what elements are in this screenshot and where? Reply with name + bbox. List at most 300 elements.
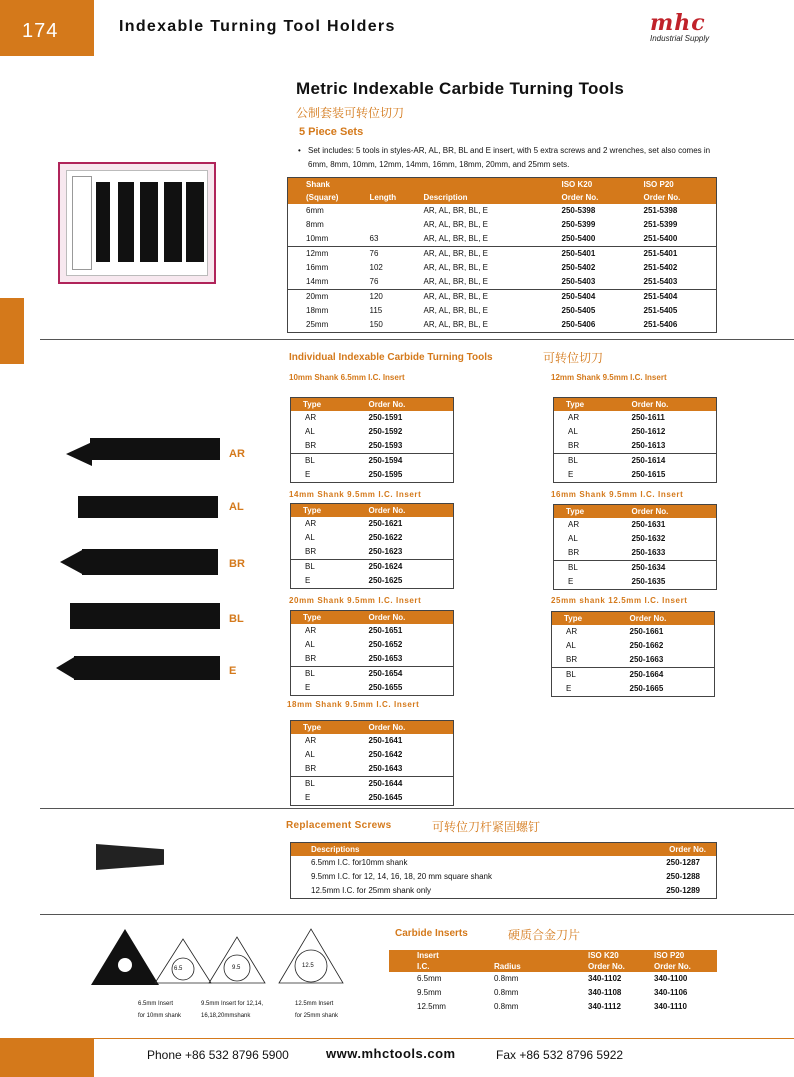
group-table-row [291,734,454,748]
inserts-cell: 340-1100 [654,974,688,983]
group-table-row [554,439,717,454]
group-table-header [554,398,717,412]
group-cell-order: 250-1634 [632,561,717,576]
group-table [553,397,717,483]
insert-caption-125-line1: 12.5mm Insert [295,1001,334,1007]
sets-bullet: • Set includes: 5 tools in styles-AR, AL, BR, BL and E insert, with 5 extra screws and 2 wrenches, set also comes in 6mm, 8mm, 10mm, 12mm, 14mm, 16mm, 18mm, 20mm, and 25mm sets. [300,144,720,172]
group-cell-order: 250-1621 [368,519,403,528]
group-table-row [291,777,454,792]
sets-table-cell: AR, AL, BR, BL, E [424,290,562,305]
sets-table-row [288,247,717,262]
group-table-row [291,624,454,638]
screws-heading: Replacement Screws [286,820,392,831]
sets-th-iso-p20: ISO P20 [644,178,717,192]
group-table-row [291,560,454,575]
inserts-row [389,986,717,1000]
group-cell-order: 250-1631 [631,520,666,529]
inserts-th-k20-order: Order No. [588,961,654,972]
group-cell-type: BR [305,764,317,773]
screws-row [291,884,717,899]
sets-table-cell: AR, AL, BR, BL, E [423,263,488,272]
group-table-row [554,411,717,425]
inserts-cell: 6.5mm [417,974,442,983]
group-cell-type: AL [305,427,315,436]
group-cell-type: AL [305,750,315,759]
group-table-row [552,639,715,653]
inserts-cell: 340-1102 [588,974,622,983]
sets-table-cell: 150 [369,320,383,329]
sets-table-cell [370,204,424,218]
divider-2 [40,808,794,809]
screws-row [291,870,717,884]
sets-table-row [288,204,717,218]
tool-al-image [78,496,218,518]
group-cell-order: 250-1611 [631,413,665,422]
sets-table-cell: AR, AL, BR, BL, E [423,277,488,286]
sets-table-cell: 251-5398 [643,206,678,215]
group-th-order: Order No. [369,721,454,735]
group-cell-order: 250-1651 [368,626,403,635]
sets-table-cell: 251-5399 [643,220,678,229]
sets-table-cell: AR, AL, BR, BL, E [423,306,488,315]
group-cell-order: 250-1635 [631,577,666,586]
sets-table-row [288,232,717,247]
group-th-order: Order No. [632,505,717,519]
group-cell-type: BL [291,454,369,469]
group-table-row [291,517,454,531]
insert-caption-65-line2: for 10mm shank [138,1013,182,1019]
sets-table-cell: 251-5403 [643,277,678,286]
sets-table-cell: 250-5403 [561,277,596,286]
group-cell-order: 250-1623 [368,547,403,556]
group-cell-order: 250-1591 [368,413,403,422]
sets-heading: 5 Piece Sets [299,126,364,138]
screws-cell-order: 250-1289 [666,886,700,895]
sets-table-cell: 250-5400 [561,234,596,243]
group-table-row [291,425,454,439]
screws-heading-cn: 可转位刀杆紧固螺钉 [432,820,541,834]
group-cell-type: BL [554,561,632,576]
screws-table [290,842,717,899]
insert-caption-125-line2: for 25mm shank [295,1013,339,1019]
screws-cell-order: 250-1288 [666,872,700,881]
group-th-type: Type [552,612,630,626]
screws-row [291,856,717,870]
insert-caption-65 [138,998,181,1022]
side-tab [0,298,24,364]
group-th-type: Type [291,504,369,518]
group-table-header [291,721,454,735]
sets-table-cell: 251-5400 [643,234,678,243]
sets-table-row [288,290,717,305]
sets-th-length: Length [370,191,424,204]
inserts-th-radius: Radius [494,961,588,972]
group-th-type: Type [554,398,632,412]
sets-table-cell: 76 [370,247,424,262]
group-table-row [552,668,715,683]
sets-th-shank: Shank [288,178,370,192]
group-cell-type: E [305,470,311,479]
logo [650,12,720,48]
group-cell-order: 250-1595 [368,470,403,479]
group-cell-type: BL [291,667,369,682]
group-cell-type: BL [554,454,632,469]
sets-table-cell: 76 [369,277,379,286]
group-table [290,610,454,696]
screws-cell-desc: 12.5mm I.C. for 25mm shank only [311,886,432,895]
group-cell-type: BR [568,548,580,557]
group-cell-order: 250-1655 [368,683,403,692]
group-th-order: Order No. [632,398,717,412]
group-th-type: Type [291,611,369,625]
screws-cell-desc: 9.5mm I.C. for 12, 14, 16, 18, 20 mm square shank [311,872,492,881]
group-cell-type: BL [291,560,369,575]
sets-table-row [288,318,717,333]
tool-label-e: E [229,665,237,677]
footer-line [94,1038,794,1039]
insert-caption-125 [295,998,338,1022]
sets-table-cell: 250-5401 [562,247,644,262]
sets-th-description: Description [424,191,562,204]
group-th-order: Order No. [630,612,715,626]
divider-3 [40,914,794,915]
group-cell-order: 250-1593 [368,441,403,450]
group-title: 12mm Shank 9.5mm I.C. Insert [551,373,667,382]
inserts-header-row2 [389,961,717,972]
group-th-type: Type [291,721,369,735]
group-cell-type: E [566,684,572,693]
sets-table-cell: 250-5405 [561,306,596,315]
group-cell-order: 250-1624 [369,560,454,575]
sets-th-p20-order: Order No. [644,191,717,204]
main-title-cn: 公制套装可转位切刀 [296,106,405,120]
group-cell-order: 250-1614 [632,454,717,469]
group-cell-order: 250-1633 [631,548,666,557]
sets-table-cell: AR, AL, BR, BL, E [423,234,488,243]
group-title: 10mm Shank 6.5mm I.C. Insert [289,373,405,382]
group-th-order: Order No. [369,611,454,625]
inserts-th-p20: ISO P20 [654,950,717,961]
group-table-row [554,518,717,532]
group-table-row [291,667,454,682]
group-table-row [291,439,454,454]
group-table-header [554,505,717,519]
logo-sub: Industrial Supply [650,34,710,43]
sets-table-cell: 115 [369,306,383,315]
group-title: 16mm Shank 9.5mm I.C. Insert [551,490,684,499]
group-table-row [554,546,717,561]
group-cell-type: AL [305,533,315,542]
group-cell-order: 250-1613 [631,441,666,450]
group-table-row [554,468,717,483]
sets-table-cell: 14mm [306,277,329,286]
tool-br-image [82,549,218,575]
group-cell-order: 250-1665 [629,684,664,693]
insert-triangle-95 [209,937,265,983]
group-cell-type: BR [305,441,317,450]
group-table-row [554,532,717,546]
tool-label-br: BR [229,558,245,570]
tool-br-tip [60,549,84,575]
inserts-table [389,950,717,1014]
main-title: Metric Indexable Carbide Turning Tools [296,79,625,98]
insert-caption-95-line1: 9.5mm Insert for 12,14, [201,1001,264,1007]
group-table-row [552,625,715,639]
footer-fax: Fax +86 532 8796 5922 [496,1048,624,1062]
tool-e-image [74,656,220,680]
inserts-th-blank [494,950,588,961]
group-cell-order: 250-1643 [368,764,403,773]
footer-phone: Phone +86 532 8796 5900 [147,1048,289,1062]
sets-table-cell: 250-5404 [562,290,644,305]
group-table-header [291,611,454,625]
sets-table-header-row1 [288,178,717,192]
sets-th-blank1 [370,178,424,192]
group-cell-type: BR [568,441,580,450]
insert-hole [118,958,132,972]
individual-heading-cn: 可转位切刀 [543,351,604,365]
inserts-heading: Carbide Inserts [395,928,468,939]
group-table-row [291,652,454,667]
tool-set-box-image [58,162,216,284]
group-th-order: Order No. [369,398,454,412]
sets-table-cell: 250-5402 [561,263,596,272]
sets-table-row [288,304,717,318]
sets-table-cell: 20mm [288,290,370,305]
group-table-row [552,682,715,697]
inserts-cell: 340-1112 [588,1002,621,1011]
group-table-row [291,681,454,696]
sets-table-cell: 8mm [306,220,324,229]
sets-table-cell: 6mm [306,206,324,215]
screws-cell-desc: 6.5mm I.C. for10mm shank [311,858,408,867]
insert-caption-95 [201,998,263,1022]
sets-table-row [288,275,717,290]
tool-bl-image [70,603,220,629]
group-table-row [291,454,454,469]
group-cell-order: 250-1641 [368,736,403,745]
insert-solid-triangle [91,929,159,985]
inserts-th-k20: ISO K20 [588,950,654,961]
sets-table-cell: 25mm [306,320,329,329]
sets-table-cell: 12mm [288,247,370,262]
group-cell-type: AR [305,413,317,422]
group-cell-type: AR [568,520,580,529]
divider-1 [40,339,794,340]
group-table [290,503,454,589]
sets-th-blank2 [424,178,562,192]
group-cell-order: 250-1625 [368,576,403,585]
screws-cell-order: 250-1287 [666,858,700,867]
group-cell-type: AR [568,413,580,422]
sets-table-cell: 251-5405 [643,306,678,315]
sets-bullet-text: Set includes: 5 tools in styles-AR, AL, BR, BL and E insert, with 5 extra screws and 2 wrenches, set also comes in 6mm, 8mm, 10mm, 12mm, 14mm, 16mm, 18mm, 20mm, and 25mm sets. [308,146,711,169]
group-cell-type: AL [566,641,576,650]
inserts-cell: 0.8mm [494,988,519,997]
group-cell-type: BL [552,668,630,683]
sets-table [287,177,717,333]
sets-th-k20-order: Order No. [562,191,644,204]
group-table-row [291,638,454,652]
group-table-row [291,531,454,545]
group-cell-order: 250-1664 [630,668,715,683]
sets-table-cell: 251-5401 [644,247,717,262]
footer-bar [0,1038,94,1077]
inserts-cell: 340-1110 [654,1002,687,1011]
inserts-heading-cn: 硬质合金刀片 [508,928,581,942]
sets-th-iso-k20: ISO K20 [562,178,644,192]
group-cell-order: 250-1592 [368,427,403,436]
inserts-cell: 340-1108 [588,988,622,997]
group-cell-type: BL [291,777,369,792]
inserts-th-insert: Insert [389,950,494,961]
sets-table-header-row2 [288,191,717,204]
group-table-row [291,791,454,806]
group-table-header [552,612,715,626]
group-cell-type: AR [305,519,317,528]
group-cell-type: BR [305,547,317,556]
group-table-row [291,411,454,425]
group-table-row [554,425,717,439]
inserts-cell: 340-1106 [654,988,688,997]
group-table-header [291,398,454,412]
group-cell-order: 250-1662 [629,641,664,650]
group-cell-order: 250-1645 [368,793,403,802]
group-title: 14mm Shank 9.5mm I.C. Insert [289,490,422,499]
group-table-row [291,574,454,589]
group-cell-order: 250-1612 [631,427,666,436]
group-title: 20mm Shank 9.5mm I.C. Insert [289,596,422,605]
group-cell-order: 250-1663 [629,655,664,664]
group-cell-order: 250-1615 [631,470,666,479]
tool-label-al: AL [229,501,244,513]
group-table-row [291,545,454,560]
insert-triangle-65 [155,939,211,983]
sets-table-cell: 102 [369,263,383,272]
group-table-row [552,653,715,668]
triangle-label-95: 9.5 [232,965,241,971]
group-cell-type: AL [568,534,578,543]
group-table [290,397,454,483]
inserts-cell: 0.8mm [494,1002,519,1011]
group-cell-order: 250-1644 [369,777,454,792]
inserts-cell: 12.5mm [417,1002,446,1011]
sets-table-row [288,218,717,232]
group-cell-type: AL [305,640,315,649]
group-cell-type: BR [566,655,578,664]
sets-table-cell [370,218,424,232]
group-cell-order: 250-1632 [631,534,666,543]
sets-table-cell: AR, AL, BR, BL, E [423,320,488,329]
group-cell-type: E [305,576,311,585]
individual-heading: Individual Indexable Carbide Turning Tools [289,352,493,363]
group-title: 25mm shank 12.5mm I.C. Insert [551,596,688,605]
group-th-order: Order No. [369,504,454,518]
sets-table-cell: AR, AL, BR, BL, E [424,247,562,262]
sets-table-cell: 250-5398 [561,206,596,215]
logo-mark: mhc [650,10,706,36]
insert-caption-65-line1: 6.5mm Insert [138,1001,174,1007]
group-cell-order: 250-1653 [368,654,403,663]
group-cell-order: 250-1594 [369,454,454,469]
screw-image [96,844,164,870]
group-table [290,720,454,806]
sets-table-cell: 250-5399 [561,220,596,229]
insert-caption-95-line2: 16,18,20mmshank [201,1013,251,1019]
sets-table-cell: 251-5406 [643,320,678,329]
inserts-row [389,972,717,986]
sets-th-square: (Square) [288,191,370,204]
inserts-th-p20-order: Order No. [654,961,717,972]
insert-diagrams [85,925,365,995]
inserts-cell: 0.8mm [494,974,519,983]
header-title: Indexable Turning Tool Holders [119,18,396,35]
group-cell-order: 250-1622 [368,533,403,542]
sets-table-row [288,261,717,275]
footer-web[interactable]: www.mhctools.com [326,1046,456,1061]
group-cell-type: AR [305,736,317,745]
group-table [553,504,717,590]
tool-ar-image [90,438,220,460]
insert-triangle-125 [279,929,343,983]
tool-ar-tip [66,442,92,466]
group-table-row [291,748,454,762]
group-cell-type: E [568,577,574,586]
group-table [551,611,715,697]
page-number: 174 [0,0,94,56]
screws-th-order: Order No. [631,843,716,857]
group-cell-type: AR [566,627,578,636]
inserts-th-ic: I.C. [389,961,494,972]
group-table-row [291,762,454,777]
inserts-row [389,1000,717,1014]
group-table-row [554,561,717,576]
sets-table-cell: 120 [370,290,424,305]
group-cell-order: 250-1642 [368,750,403,759]
group-cell-type: BR [305,654,317,663]
triangle-label-65: 6.5 [174,966,183,972]
group-cell-order: 250-1652 [368,640,403,649]
sets-table-cell: 10mm [306,234,329,243]
group-cell-order: 250-1654 [369,667,454,682]
sets-table-cell: 250-5406 [561,320,596,329]
group-cell-type: E [568,470,574,479]
inserts-header-row1 [389,950,717,961]
sets-table-cell: 16mm [306,263,329,272]
group-title: 18mm Shank 9.5mm I.C. Insert [287,700,420,709]
group-table-row [554,454,717,469]
tool-label-ar: AR [229,448,245,460]
group-th-type: Type [554,505,632,519]
sets-table-cell: AR, AL, BR, BL, E [423,220,488,229]
sets-table-cell: 18mm [306,306,329,315]
screws-header-row [291,843,717,857]
inserts-cell: 9.5mm [417,988,442,997]
group-table-header [291,504,454,518]
screws-th-desc: Descriptions [291,843,632,857]
group-cell-order: 250-1661 [629,627,664,636]
sets-table-cell: 251-5402 [643,263,678,272]
group-cell-type: AR [305,626,317,635]
sets-table-cell: AR, AL, BR, BL, E [423,206,488,215]
tool-e-tip [56,656,76,680]
group-cell-type: E [305,793,311,802]
sets-table-cell: 251-5404 [644,290,717,305]
group-cell-type: E [305,683,311,692]
group-cell-type: AL [568,427,578,436]
sets-table-cell: 63 [369,234,379,243]
group-table-row [291,468,454,483]
